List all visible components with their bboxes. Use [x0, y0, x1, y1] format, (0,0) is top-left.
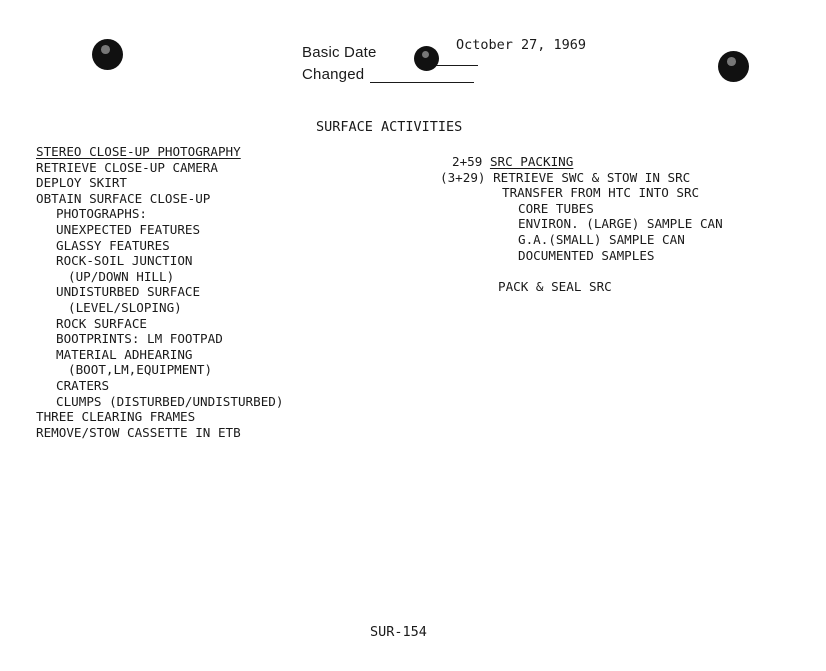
list-item: RETRIEVE CLOSE-UP CAMERA [36, 159, 218, 175]
basic-date-label: Basic Date [302, 44, 377, 61]
sub-heading: TRANSFER FROM HTC INTO SRC [502, 185, 700, 201]
list-item: DOCUMENTED SAMPLES [518, 247, 655, 263]
list-item: ENVIRON. (LARGE) SAMPLE CAN [518, 216, 723, 232]
basic-date-value: October 27, 1969 [456, 37, 587, 53]
page-number: SUR-154 [370, 624, 427, 640]
list-item: BOOTPRINTS: LM FOOTPAD [56, 331, 223, 347]
list-item: (LEVEL/SLOPING) [68, 299, 182, 315]
right-step-row [440, 170, 723, 186]
binder-hole-center [414, 46, 439, 71]
right-column [440, 154, 723, 294]
binder-hole-right [718, 51, 749, 82]
list-item: UNEXPECTED FEATURES [56, 221, 201, 237]
list-item: (BOOT,LM,EQUIPMENT) [68, 362, 213, 378]
section-title: SURFACE ACTIVITIES [316, 119, 463, 135]
right-heading-row [440, 154, 723, 170]
list-item: UNDISTURBED SURFACE [56, 284, 201, 300]
list-item: CLUMPS (DISTURBED/UNDISTURBED) [56, 393, 284, 409]
right-column-heading: SRC PACKING [489, 154, 574, 169]
step-text: RETRIEVE SWC & STOW IN SRC [493, 169, 691, 185]
list-item: MATERIAL ADHEARING [56, 346, 193, 362]
list-item: G.A.(SMALL) SAMPLE CAN [518, 231, 685, 247]
list-item: CRATERS [56, 377, 110, 393]
list-item: THREE CLEARING FRAMES [36, 409, 196, 425]
basic-date-underline [436, 65, 478, 66]
list-item: (UP/DOWN HILL) [68, 268, 175, 284]
heading-time: 2+59 [452, 154, 483, 169]
list-item: ROCK-SOIL JUNCTION [56, 253, 193, 269]
list-item: PHOTOGRAPHS: [56, 206, 147, 222]
left-column [36, 144, 283, 440]
list-item: GLASSY FEATURES [56, 237, 170, 253]
final-step: PACK & SEAL SRC [498, 278, 612, 294]
spacer [440, 263, 723, 279]
changed-label: Changed [302, 66, 365, 83]
list-item: ROCK SURFACE [56, 315, 147, 331]
list-item: OBTAIN SURFACE CLOSE-UP [36, 190, 211, 206]
list-item: REMOVE/STOW CASSETTE IN ETB [36, 424, 241, 440]
changed-underline [370, 82, 474, 83]
list-item: DEPLOY SKIRT [36, 175, 127, 191]
binder-hole-left [92, 39, 123, 70]
left-column-heading: STEREO CLOSE-UP PHOTOGRAPHY [36, 144, 241, 159]
step-time: (3+29) [440, 169, 486, 185]
list-item: CORE TUBES [518, 200, 594, 216]
